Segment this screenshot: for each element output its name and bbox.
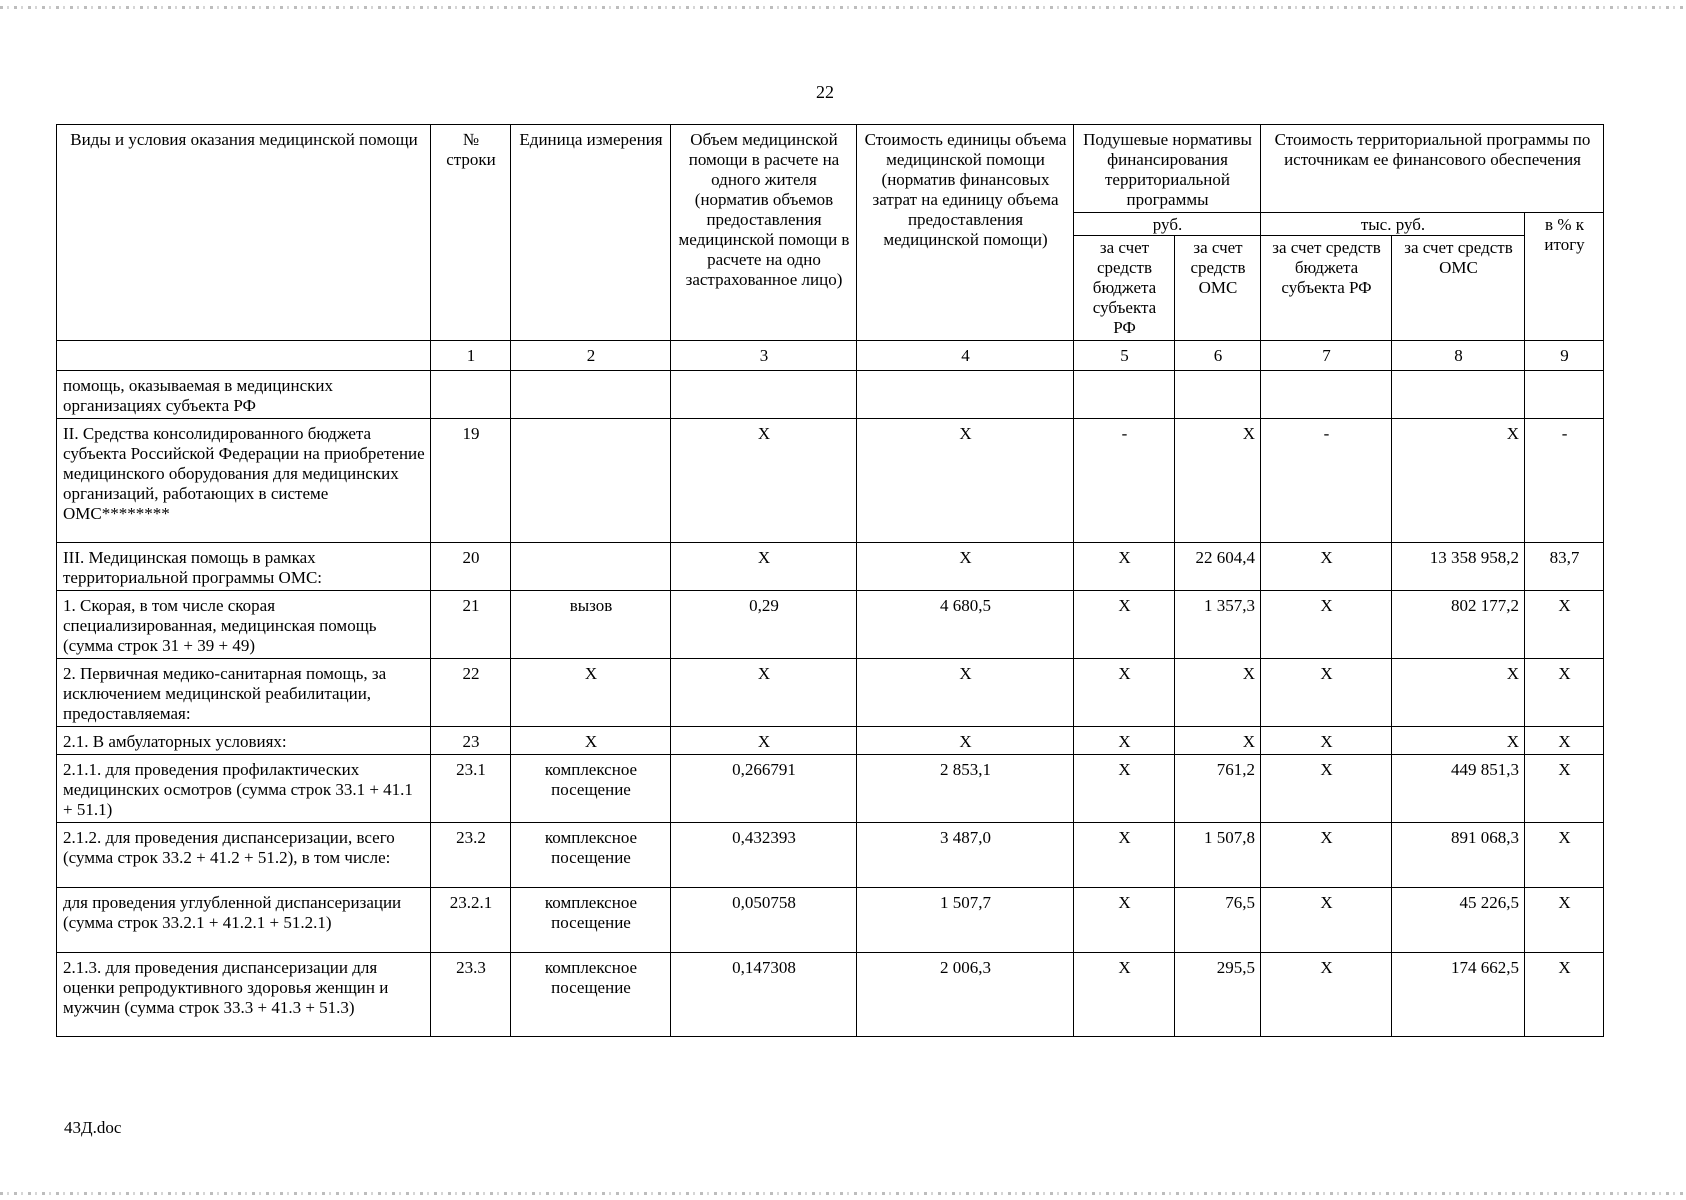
oms-cost-cell: 45 226,5 — [1392, 888, 1525, 953]
header-kind: Виды и условия оказания медицинской помощи — [57, 125, 431, 341]
cost-cell: X — [857, 543, 1074, 591]
row-description: 2.1.2. для проведения диспансеризации, всего (сумма строк 33.2 + 41.2 + 51.2), в том числе: — [57, 823, 431, 888]
table-row — [57, 591, 1604, 659]
row-number: 23 — [431, 727, 511, 755]
header-oms-6: за счет средств ОМС — [1175, 236, 1261, 341]
oms-cost-cell: X — [1392, 727, 1525, 755]
row-description: 2.1.3. для проведения диспансеризации для оценки репродуктивного здоровья женщин и мужчин (сумма строк 33.3 + 41.3 + 51.3) — [57, 953, 431, 1037]
scan-edge-top — [0, 6, 1686, 9]
oms-percap-cell: 76,5 — [1175, 888, 1261, 953]
row-number — [431, 371, 511, 419]
budget-cost-cell: X — [1261, 591, 1392, 659]
row-description: 2.1.1. для проведения профилактических медицинских осмотров (сумма строк 33.1 + 41.1 + 51.1) — [57, 755, 431, 823]
budget-cost-cell: X — [1261, 543, 1392, 591]
document-filename: 43Д.doc — [64, 1118, 122, 1137]
header-row-1 — [57, 125, 1604, 213]
budget-percap-cell: X — [1074, 953, 1175, 1037]
column-number-row — [57, 341, 1604, 371]
budget-percap-cell: X — [1074, 888, 1175, 953]
cost-cell: 2 006,3 — [857, 953, 1074, 1037]
header-thous-rub: тыс. руб. — [1261, 213, 1525, 236]
col-number: 2 — [511, 341, 671, 371]
budget-cost-cell: X — [1261, 727, 1392, 755]
oms-cost-cell: X — [1392, 659, 1525, 727]
oms-percap-cell: 1 507,8 — [1175, 823, 1261, 888]
row-number: 23.2 — [431, 823, 511, 888]
col-number: 7 — [1261, 341, 1392, 371]
unit-cell — [511, 419, 671, 543]
volume-cell: X — [671, 419, 857, 543]
header-oms-8: за счет средств ОМС — [1392, 236, 1525, 341]
row-number: 23.2.1 — [431, 888, 511, 953]
oms-percap-cell — [1175, 371, 1261, 419]
volume-cell: X — [671, 543, 857, 591]
percent-cell: - — [1525, 419, 1604, 543]
volume-cell: 0,147308 — [671, 953, 857, 1037]
table-row — [57, 953, 1604, 1037]
page-number: 22 — [816, 82, 834, 102]
budget-percap-cell: - — [1074, 419, 1175, 543]
unit-cell: вызов — [511, 591, 671, 659]
header-budget-rf-7: за счет средств бюджета субъекта РФ — [1261, 236, 1392, 341]
col-number: 9 — [1525, 341, 1604, 371]
oms-cost-cell: 449 851,3 — [1392, 755, 1525, 823]
unit-cell: комплексное посещение — [511, 953, 671, 1037]
cost-cell: 1 507,7 — [857, 888, 1074, 953]
volume-cell: 0,29 — [671, 591, 857, 659]
table-row — [57, 755, 1604, 823]
oms-cost-cell: 174 662,5 — [1392, 953, 1525, 1037]
percent-cell: X — [1525, 953, 1604, 1037]
row-description: III. Медицинская помощь в рамках территориальной программы ОМС: — [57, 543, 431, 591]
budget-cost-cell — [1261, 371, 1392, 419]
unit-cell: комплексное посещение — [511, 823, 671, 888]
unit-cell: X — [511, 727, 671, 755]
col-number: 5 — [1074, 341, 1175, 371]
oms-cost-cell — [1392, 371, 1525, 419]
row-description: II. Средства консолидированного бюджета субъекта Российской Федерации на приобретение медицинского оборудования для медицинских организаций, работающих в системе ОМС******** — [57, 419, 431, 543]
row-description: помощь, оказываемая в медицинских организациях субъекта РФ — [57, 371, 431, 419]
col-number: 1 — [431, 341, 511, 371]
percent-cell: X — [1525, 755, 1604, 823]
table-row — [57, 419, 1604, 543]
row-description: 2.1. В амбулаторных условиях: — [57, 727, 431, 755]
row-description: 2. Первичная медико-санитарная помощь, за исключением медицинской реабилитации, предоставляемая: — [57, 659, 431, 727]
budget-cost-cell: X — [1261, 888, 1392, 953]
header-cost: Стоимость единицы объема медицинской помощи (норматив финансовых затрат на единицу объема предоставления медицинской помощи) — [857, 125, 1074, 341]
table-row — [57, 888, 1604, 953]
oms-percap-cell: 295,5 — [1175, 953, 1261, 1037]
oms-cost-cell: 891 068,3 — [1392, 823, 1525, 888]
percent-cell: X — [1525, 727, 1604, 755]
cost-cell: 2 853,1 — [857, 755, 1074, 823]
unit-cell — [511, 371, 671, 419]
percent-cell — [1525, 371, 1604, 419]
volume-cell: X — [671, 659, 857, 727]
header-volume: Объем медицинской помощи в расчете на одного жителя (норматив объемов предоставления медицинской помощи в расчете на одно застрахованное лицо) — [671, 125, 857, 341]
unit-cell: комплексное посещение — [511, 755, 671, 823]
header-row-no: № строки — [431, 125, 511, 341]
budget-percap-cell: X — [1074, 591, 1175, 659]
budget-cost-cell: X — [1261, 659, 1392, 727]
table-row — [57, 823, 1604, 888]
oms-percap-cell: X — [1175, 727, 1261, 755]
oms-percap-cell: 761,2 — [1175, 755, 1261, 823]
oms-percap-cell: X — [1175, 419, 1261, 543]
budget-cost-cell: X — [1261, 823, 1392, 888]
table-row — [57, 371, 1604, 419]
scan-edge-bottom — [0, 1192, 1686, 1195]
percent-cell: 83,7 — [1525, 543, 1604, 591]
header-program: Стоимость территориальной программы по источникам ее финансового обеспечения — [1261, 125, 1604, 213]
table-row — [57, 659, 1604, 727]
header-percap: Подушевые нормативы финансирования территориальной программы — [1074, 125, 1261, 213]
budget-percap-cell: X — [1074, 823, 1175, 888]
col-number: 3 — [671, 341, 857, 371]
oms-cost-cell: 802 177,2 — [1392, 591, 1525, 659]
row-description: для проведения углубленной диспансеризации (сумма строк 33.2.1 + 41.2.1 + 51.2.1) — [57, 888, 431, 953]
table-body — [57, 371, 1604, 1037]
cost-cell: 3 487,0 — [857, 823, 1074, 888]
row-number: 23.3 — [431, 953, 511, 1037]
row-number: 23.1 — [431, 755, 511, 823]
unit-cell — [511, 543, 671, 591]
header-pct-total: в % к итогу — [1525, 213, 1604, 341]
percent-cell: X — [1525, 823, 1604, 888]
budget-cost-cell: X — [1261, 755, 1392, 823]
budget-percap-cell: X — [1074, 659, 1175, 727]
oms-percap-cell: 22 604,4 — [1175, 543, 1261, 591]
volume-cell: 0,050758 — [671, 888, 857, 953]
col-number: 4 — [857, 341, 1074, 371]
cost-cell: X — [857, 727, 1074, 755]
oms-cost-cell: 13 358 958,2 — [1392, 543, 1525, 591]
unit-cell: X — [511, 659, 671, 727]
unit-cell: комплексное посещение — [511, 888, 671, 953]
oms-percap-cell: 1 357,3 — [1175, 591, 1261, 659]
row-number: 20 — [431, 543, 511, 591]
header-unit: Единица измерения — [511, 125, 671, 341]
header-budget-rf-5: за счет средств бюджета субъекта РФ — [1074, 236, 1175, 341]
volume-cell — [671, 371, 857, 419]
row-number: 19 — [431, 419, 511, 543]
header-rub: руб. — [1074, 213, 1261, 236]
cost-cell: X — [857, 419, 1074, 543]
col-number — [57, 341, 431, 371]
volume-cell: X — [671, 727, 857, 755]
percent-cell: X — [1525, 888, 1604, 953]
budget-table — [56, 124, 1604, 1037]
table-row — [57, 543, 1604, 591]
budget-percap-cell: X — [1074, 727, 1175, 755]
percent-cell: X — [1525, 659, 1604, 727]
volume-cell: 0,266791 — [671, 755, 857, 823]
budget-percap-cell — [1074, 371, 1175, 419]
volume-cell: 0,432393 — [671, 823, 857, 888]
budget-cost-cell: - — [1261, 419, 1392, 543]
budget-percap-cell: X — [1074, 755, 1175, 823]
cost-cell: 4 680,5 — [857, 591, 1074, 659]
cost-cell: X — [857, 659, 1074, 727]
table-header — [57, 125, 1604, 371]
cost-cell — [857, 371, 1074, 419]
oms-cost-cell: X — [1392, 419, 1525, 543]
oms-percap-cell: X — [1175, 659, 1261, 727]
budget-percap-cell: X — [1074, 543, 1175, 591]
row-description: 1. Скорая, в том числе скорая специализированная, медицинская помощь (сумма строк 31 + 39 + 49) — [57, 591, 431, 659]
table-row — [57, 727, 1604, 755]
row-number: 21 — [431, 591, 511, 659]
col-number: 6 — [1175, 341, 1261, 371]
row-number: 22 — [431, 659, 511, 727]
percent-cell: X — [1525, 591, 1604, 659]
col-number: 8 — [1392, 341, 1525, 371]
budget-cost-cell: X — [1261, 953, 1392, 1037]
